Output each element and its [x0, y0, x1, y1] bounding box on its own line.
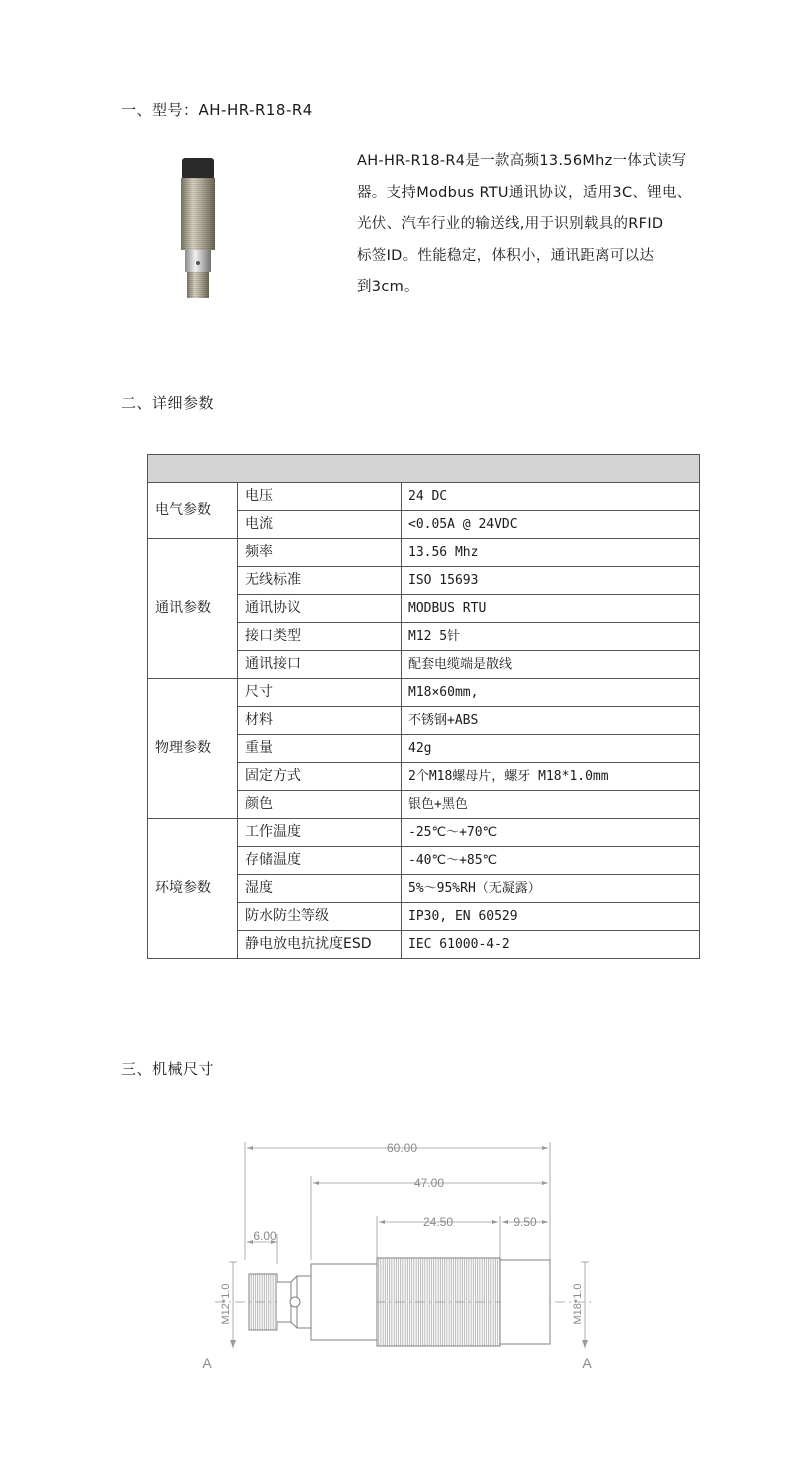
value-cell: M18×60mm,	[402, 679, 700, 707]
value-cell: 42g	[402, 735, 700, 763]
param-cell: 电流	[238, 511, 402, 539]
param-cell: 通讯协议	[238, 595, 402, 623]
mechanical-drawing	[195, 1132, 615, 1382]
param-cell: 电压	[238, 483, 402, 511]
value-cell: 13.56 Mhz	[402, 539, 700, 567]
section-label-right: A	[582, 1355, 592, 1371]
param-cell: 重量	[238, 735, 402, 763]
dim-left-thread: M12*1.0	[220, 1283, 232, 1325]
group-cell: 电气参数	[148, 483, 238, 539]
param-cell: 频率	[238, 539, 402, 567]
section-heading-model: 一、型号：AH-HR-R18-R4	[121, 101, 313, 119]
value-cell: 24 DC	[402, 483, 700, 511]
value-cell: 银色+黑色	[402, 791, 700, 819]
dim-right-thread: M18*1.0	[572, 1283, 584, 1325]
dim-overall: 60.00	[386, 1141, 418, 1155]
value-cell: 配套电缆端是散线	[402, 651, 700, 679]
table-header-cell	[148, 455, 700, 483]
value-cell: 5%～95%RH（无凝露）	[402, 875, 700, 903]
value-cell: <0.05A @ 24VDC	[402, 511, 700, 539]
dim-cap: 9.50	[513, 1215, 537, 1229]
param-cell: 存储温度	[238, 847, 402, 875]
dim-body: 47.00	[413, 1176, 445, 1190]
value-cell: ISO 15693	[402, 567, 700, 595]
value-cell: -40℃～+85℃	[402, 847, 700, 875]
table-row	[148, 819, 700, 847]
value-cell: 不锈钢+ABS	[402, 707, 700, 735]
section-label-left: A	[202, 1355, 212, 1371]
dim-thread: 24.50	[422, 1215, 454, 1229]
param-cell: 通讯接口	[238, 651, 402, 679]
value-cell: M12 5针	[402, 623, 700, 651]
table-row	[148, 539, 700, 567]
param-cell: 无线标准	[238, 567, 402, 595]
value-cell: -25℃～+70℃	[402, 819, 700, 847]
value-cell: 2个M18螺母片，螺牙 M18*1.0mm	[402, 763, 700, 791]
table-row	[148, 679, 700, 707]
table-header-row	[148, 455, 700, 483]
param-cell: 接口类型	[238, 623, 402, 651]
value-cell: MODBUS RTU	[402, 595, 700, 623]
table-row	[148, 483, 700, 511]
dim-connector: 6.00	[253, 1229, 277, 1243]
param-cell: 材料	[238, 707, 402, 735]
param-cell: 湿度	[238, 875, 402, 903]
param-cell: 颜色	[238, 791, 402, 819]
description-line: 器。支持Modbus RTU通讯协议，适用3C、锂电、	[357, 184, 692, 201]
group-cell: 物理参数	[148, 679, 238, 819]
section-heading-mechanical: 三、机械尺寸	[121, 1060, 215, 1078]
param-cell: 静电放电抗扰度ESD	[238, 931, 402, 959]
description-line: 标签ID。性能稳定，体积小，通讯距离可以达	[357, 247, 655, 264]
product-description	[357, 146, 693, 304]
group-cell: 环境参数	[148, 819, 238, 959]
param-cell: 防水防尘等级	[238, 903, 402, 931]
group-cell: 通讯参数	[148, 539, 238, 679]
spec-table	[147, 454, 700, 959]
description-line: 到3cm。	[357, 279, 419, 295]
param-cell: 尺寸	[238, 679, 402, 707]
value-cell: IEC 61000-4-2	[402, 931, 700, 959]
product-photo	[168, 150, 228, 310]
param-cell: 固定方式	[238, 763, 402, 791]
section-heading-details: 二、详细参数	[121, 394, 215, 412]
param-cell: 工作温度	[238, 819, 402, 847]
description-line: AH-HR-R18-R4是一款高频13.56Mhz一体式读写	[357, 153, 687, 169]
value-cell: IP30, EN 60529	[402, 903, 700, 931]
description-line: 光伏、汽车行业的输送线,用于识别载具的RFID	[357, 216, 664, 232]
